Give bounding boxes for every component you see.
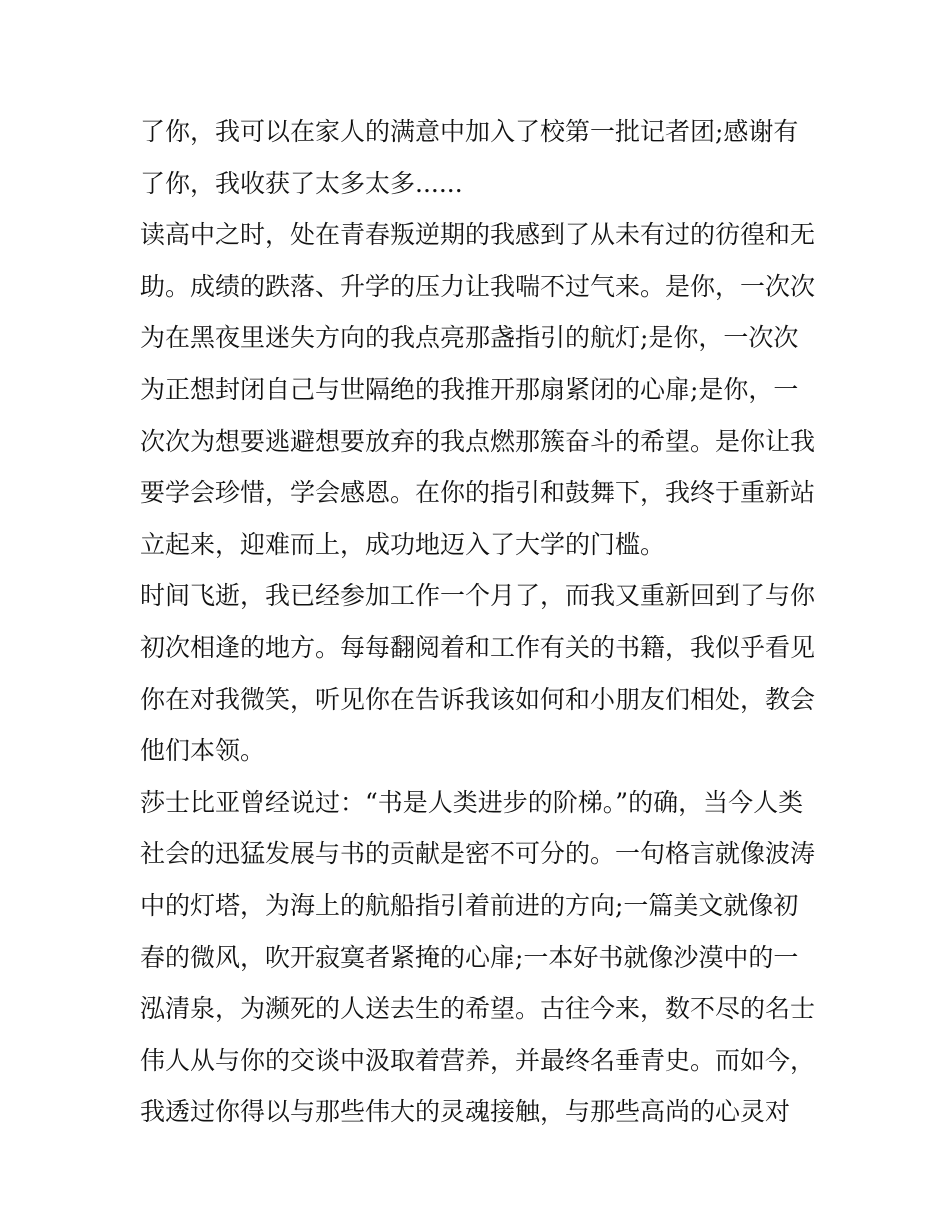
text-line: 了你，我收获了太多太多......: [140, 168, 463, 198]
text-line: 中的灯塔，为海上的航船指引着前进的方向;一篇美文就像初: [140, 890, 799, 920]
text-line: 立起来，迎难而上，成功地迈入了大学的门槛。: [140, 529, 666, 559]
text-line: 他们本领。: [140, 736, 266, 766]
text-line: 次次为想要逃避想要放弃的我点燃那簇奋斗的希望。是你让我: [140, 426, 816, 456]
text-line: 为正想封闭自己与世隔绝的我推开那扇紧闭的心扉;是你，一: [140, 374, 799, 404]
text-line: 要学会珍惜，学会感恩。在你的指引和鼓舞下，我终于重新站: [140, 478, 816, 508]
document-body: [140, 106, 830, 1138]
text-line: 初次相逢的地方。每每翻阅着和工作有关的书籍，我似乎看见: [140, 632, 816, 662]
text-line: 你在对我微笑，听见你在告诉我该如何和小朋友们相处，教会: [140, 684, 816, 714]
text-line: 时间飞逝，我已经参加工作一个月了，而我又重新回到了与你: [140, 581, 816, 611]
text-line: 为在黑夜里迷失方向的我点亮那盏指引的航灯;是你，一次次: [140, 323, 799, 353]
text-line: 伟人从与你的交谈中汲取着营养，并最终名垂青史。而如今，: [140, 1045, 816, 1075]
text-line: 助。成绩的跌落、升学的压力让我喘不过气来。是你，一次次: [140, 271, 816, 301]
text-line: 莎士比亚曾经说过：“书是人类进步的阶梯。”的确，当今人类: [140, 787, 804, 817]
text-line: 了你，我可以在家人的满意中加入了校第一批记者团;感谢有: [140, 117, 799, 146]
text-line: 泓清泉，为濒死的人送去生的希望。古往今来，数不尽的名士: [140, 994, 816, 1024]
text-line: 读高中之时，处在青春叛逆期的我感到了从未有过的彷徨和无: [140, 220, 816, 250]
text-line: 社会的迅猛发展与书的贡献是密不可分的。一句格言就像波涛: [140, 839, 816, 869]
text-line: 春的微风，吹开寂寞者紧掩的心扉;一本好书就像沙漠中的一: [140, 942, 799, 972]
text-line: 我透过你得以与那些伟大的灵魂接触，与那些高尚的心灵对: [140, 1097, 791, 1127]
